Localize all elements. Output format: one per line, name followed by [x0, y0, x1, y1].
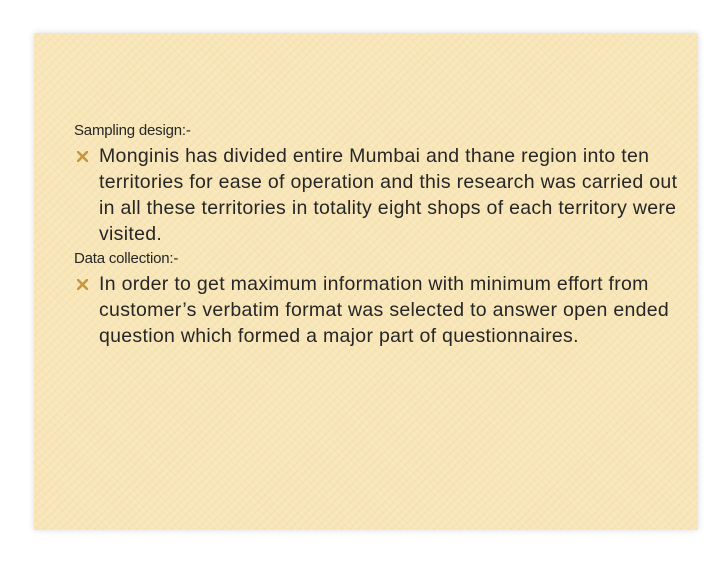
x-mark-bullet-icon [75, 143, 91, 169]
x-mark-bullet-icon [75, 271, 91, 297]
bullet-sampling-design [74, 143, 684, 247]
section-heading-data-collection: Data collection:- [74, 250, 179, 267]
section-heading-sampling-design: Sampling design:- [74, 122, 191, 139]
bullet-text-data-collection: In order to get maximum information with minimum effort from customer’s verbatim format was selected to answer open ended question which formed a major part of questionnaires. [99, 273, 670, 347]
bullet-text-sampling-design: Monginis has divided entire Mumbai and thane region into ten territories for ease of operation and this research was carried out in all these territories in totality eight shops of each territory were visited. [99, 145, 678, 245]
slide [34, 33, 698, 530]
slide-content [74, 115, 684, 351]
bullet-data-collection [74, 271, 684, 349]
